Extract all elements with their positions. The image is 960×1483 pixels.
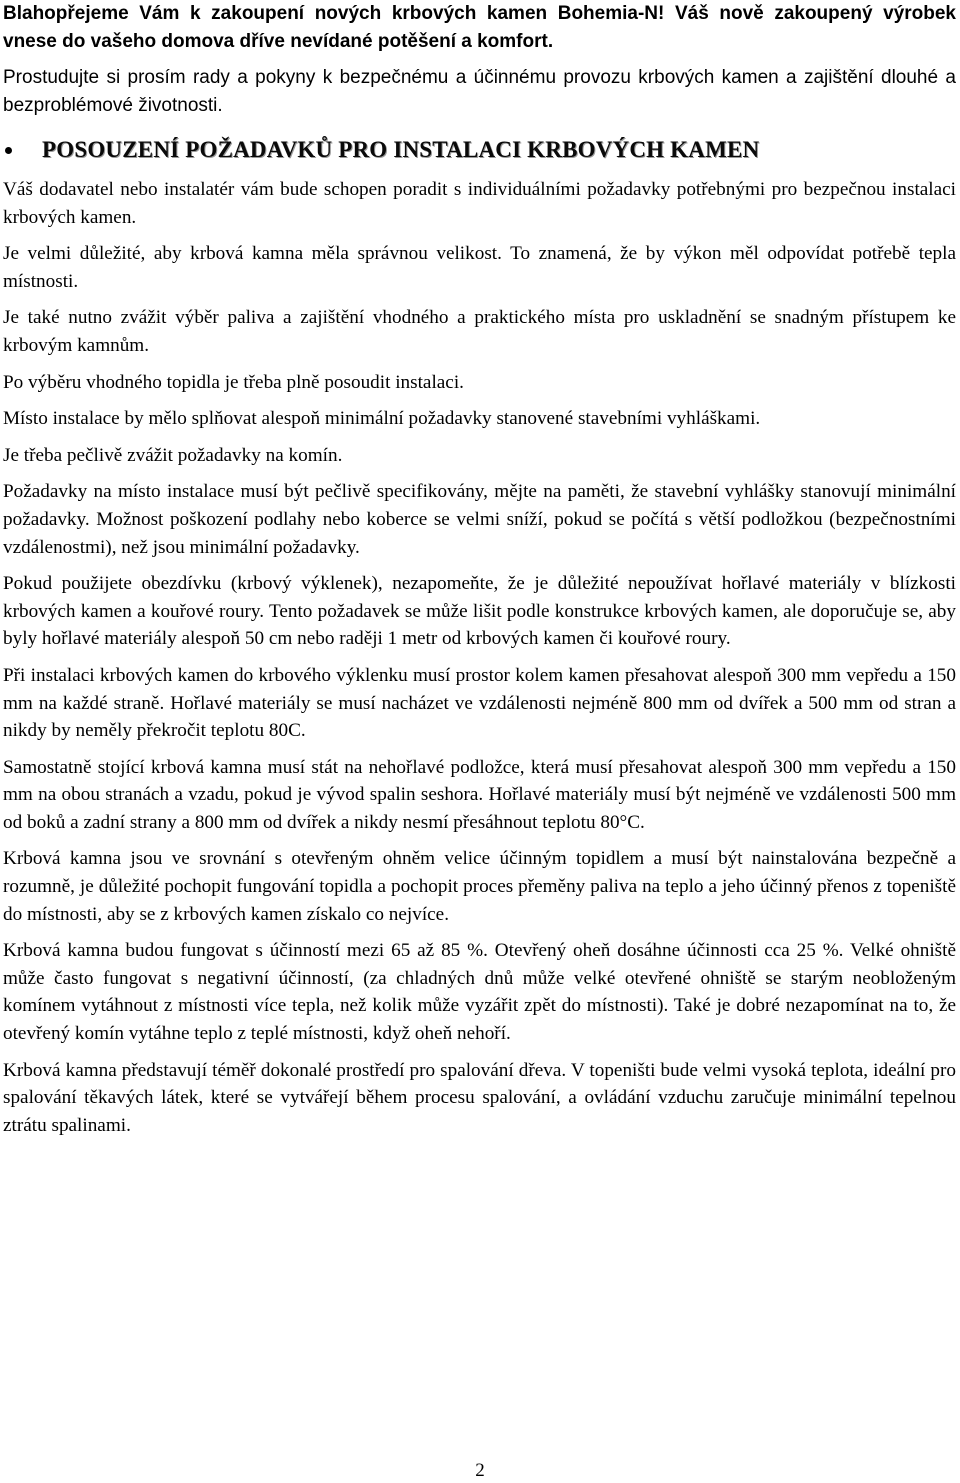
document-page <box>3 0 956 1139</box>
section-heading: POSOUZENÍ POŽADAVKŮ PRO INSTALACI KRBOVÝCH KAMEN <box>42 137 760 162</box>
paragraph: Krbová kamna představují téměř dokonalé prostředí pro spalování dřeva. V topeništi bude velmi vysoká teplota, ideální pro spalování těkavých látek, které se vytvářejí během procesu spalování, a ovládání vzduchu zaručuje minimální tepelnou ztrátu spalinami. <box>3 1059 956 1136</box>
paragraph: Krbová kamna jsou ve srovnání s otevřeným ohněm velice účinným topidlem a musí být nainstalována bezpečně a rozumně, je důležité pochopit fungování topidla a pochopit proces přeměny paliva na teplo a jeho účinný přenos z topeniště do místnosti, aby se z krbových kamen získalo co nejvíce. <box>3 848 956 925</box>
paragraph: Krbová kamna budou fungovat s účinností mezi 65 až 85 %. Otevřený oheň dosáhne účinnosti cca 25 %. Velké ohniště může často fungovat s negativní účinností, (za chladných dnů může velké otevřené ohniště se starým neobloženým komínem vytáhnout z místnosti více tepla, než kolik může vyzářit zpět do místnosti). Také je dobré nezapomínat na to, že otevřený komín vytáhne teplo z teplé místnosti, když oheň nehoří. <box>3 940 956 1045</box>
intro-congratulations: Blahopřejeme Vám k zakoupení nových krbových kamen Bohemia-N! Váš nově zakoupený výrobek vnese do vašeho domova dříve nevídané potěšení a komfort. <box>3 3 956 52</box>
paragraph: Po výběru vhodného topidla je třeba plně posoudit instalaci. <box>3 371 464 393</box>
intro-instructions: Prostudujte si prosím rady a pokyny k bezpečnému a účinnému provozu krbových kamen a zajištění dlouhé a bezproblémové životnosti. <box>3 67 956 116</box>
paragraph: Je velmi důležité, aby krbová kamna měla správnou velikost. To znamená, že by výkon měl odpovídat potřebě tepla místnosti. <box>3 243 956 292</box>
paragraph: Váš dodavatel nebo instalatér vám bude schopen poradit s individuálními požadavky potřebnými pro bezpečnou instalaci krbových kamen. <box>3 179 956 228</box>
paragraph: Místo instalace by mělo splňovat alespoň minimální požadavky stanovené stavebními vyhláškami. <box>3 408 761 430</box>
paragraph: Požadavky na místo instalace musí být pečlivě specifikovány, mějte na paměti, že stavební vyhlášky stanovují minimální požadavky. Možnost poškození podlahy nebo koberce se velmi sníží, pokud se počítá s větší podložkou (bezpečnostními vzdálenostmi), než jsou minimální požadavky. <box>3 481 956 558</box>
paragraph: Je také nutno zvážit výběr paliva a zajištění vhodného a praktického místa pro uskladnění se snadným přístupem ke krbovým kamnům. <box>3 307 956 356</box>
section-heading-row <box>3 128 956 172</box>
section-body <box>3 176 956 1139</box>
page-number: 2 <box>475 1460 485 1481</box>
paragraph: Pokud použijete obezdívku (krbový výklenek), nezapomeňte, že je důležité nepoužívat hořlavé materiály v blízkosti krbových kamen a kouřové roury. Tento požadavek se může lišit podle konstrukce krbových kamen, ale doporučuje se, aby byly hořlavé materiály alespoň 50 cm nebo raději 1 metr od krbových kamen či kouřové roury. <box>3 573 956 650</box>
paragraph: Samostatně stojící krbová kamna musí stát na nehořlavé podložce, která musí přesahovat alespoň 300 mm vepředu a 150 mm na obou stranách a vzadu, pokud je vývod spalin seshora. Hořlavé materiály musí být nejméně ve vzdálenosti 500 mm od boků a zadní strany a 800 mm od dvířek a nikdy nesmí přesáhnout teplotu 80°C. <box>3 756 956 833</box>
bullet-icon <box>5 147 12 154</box>
paragraph: Je třeba pečlivě zvážit požadavky na komín. <box>3 444 343 466</box>
paragraph: Při instalaci krbových kamen do krbového výklenku musí prostor kolem kamen přesahovat alespoň 300 mm vepředu a 150 mm na každé straně. Hořlavé materiály se musí nacházet ve vzdálenosti nejméně 800 mm od dvířek a 500 mm od stran a nikdy by neměly překročit teplotu 80C. <box>3 664 956 742</box>
